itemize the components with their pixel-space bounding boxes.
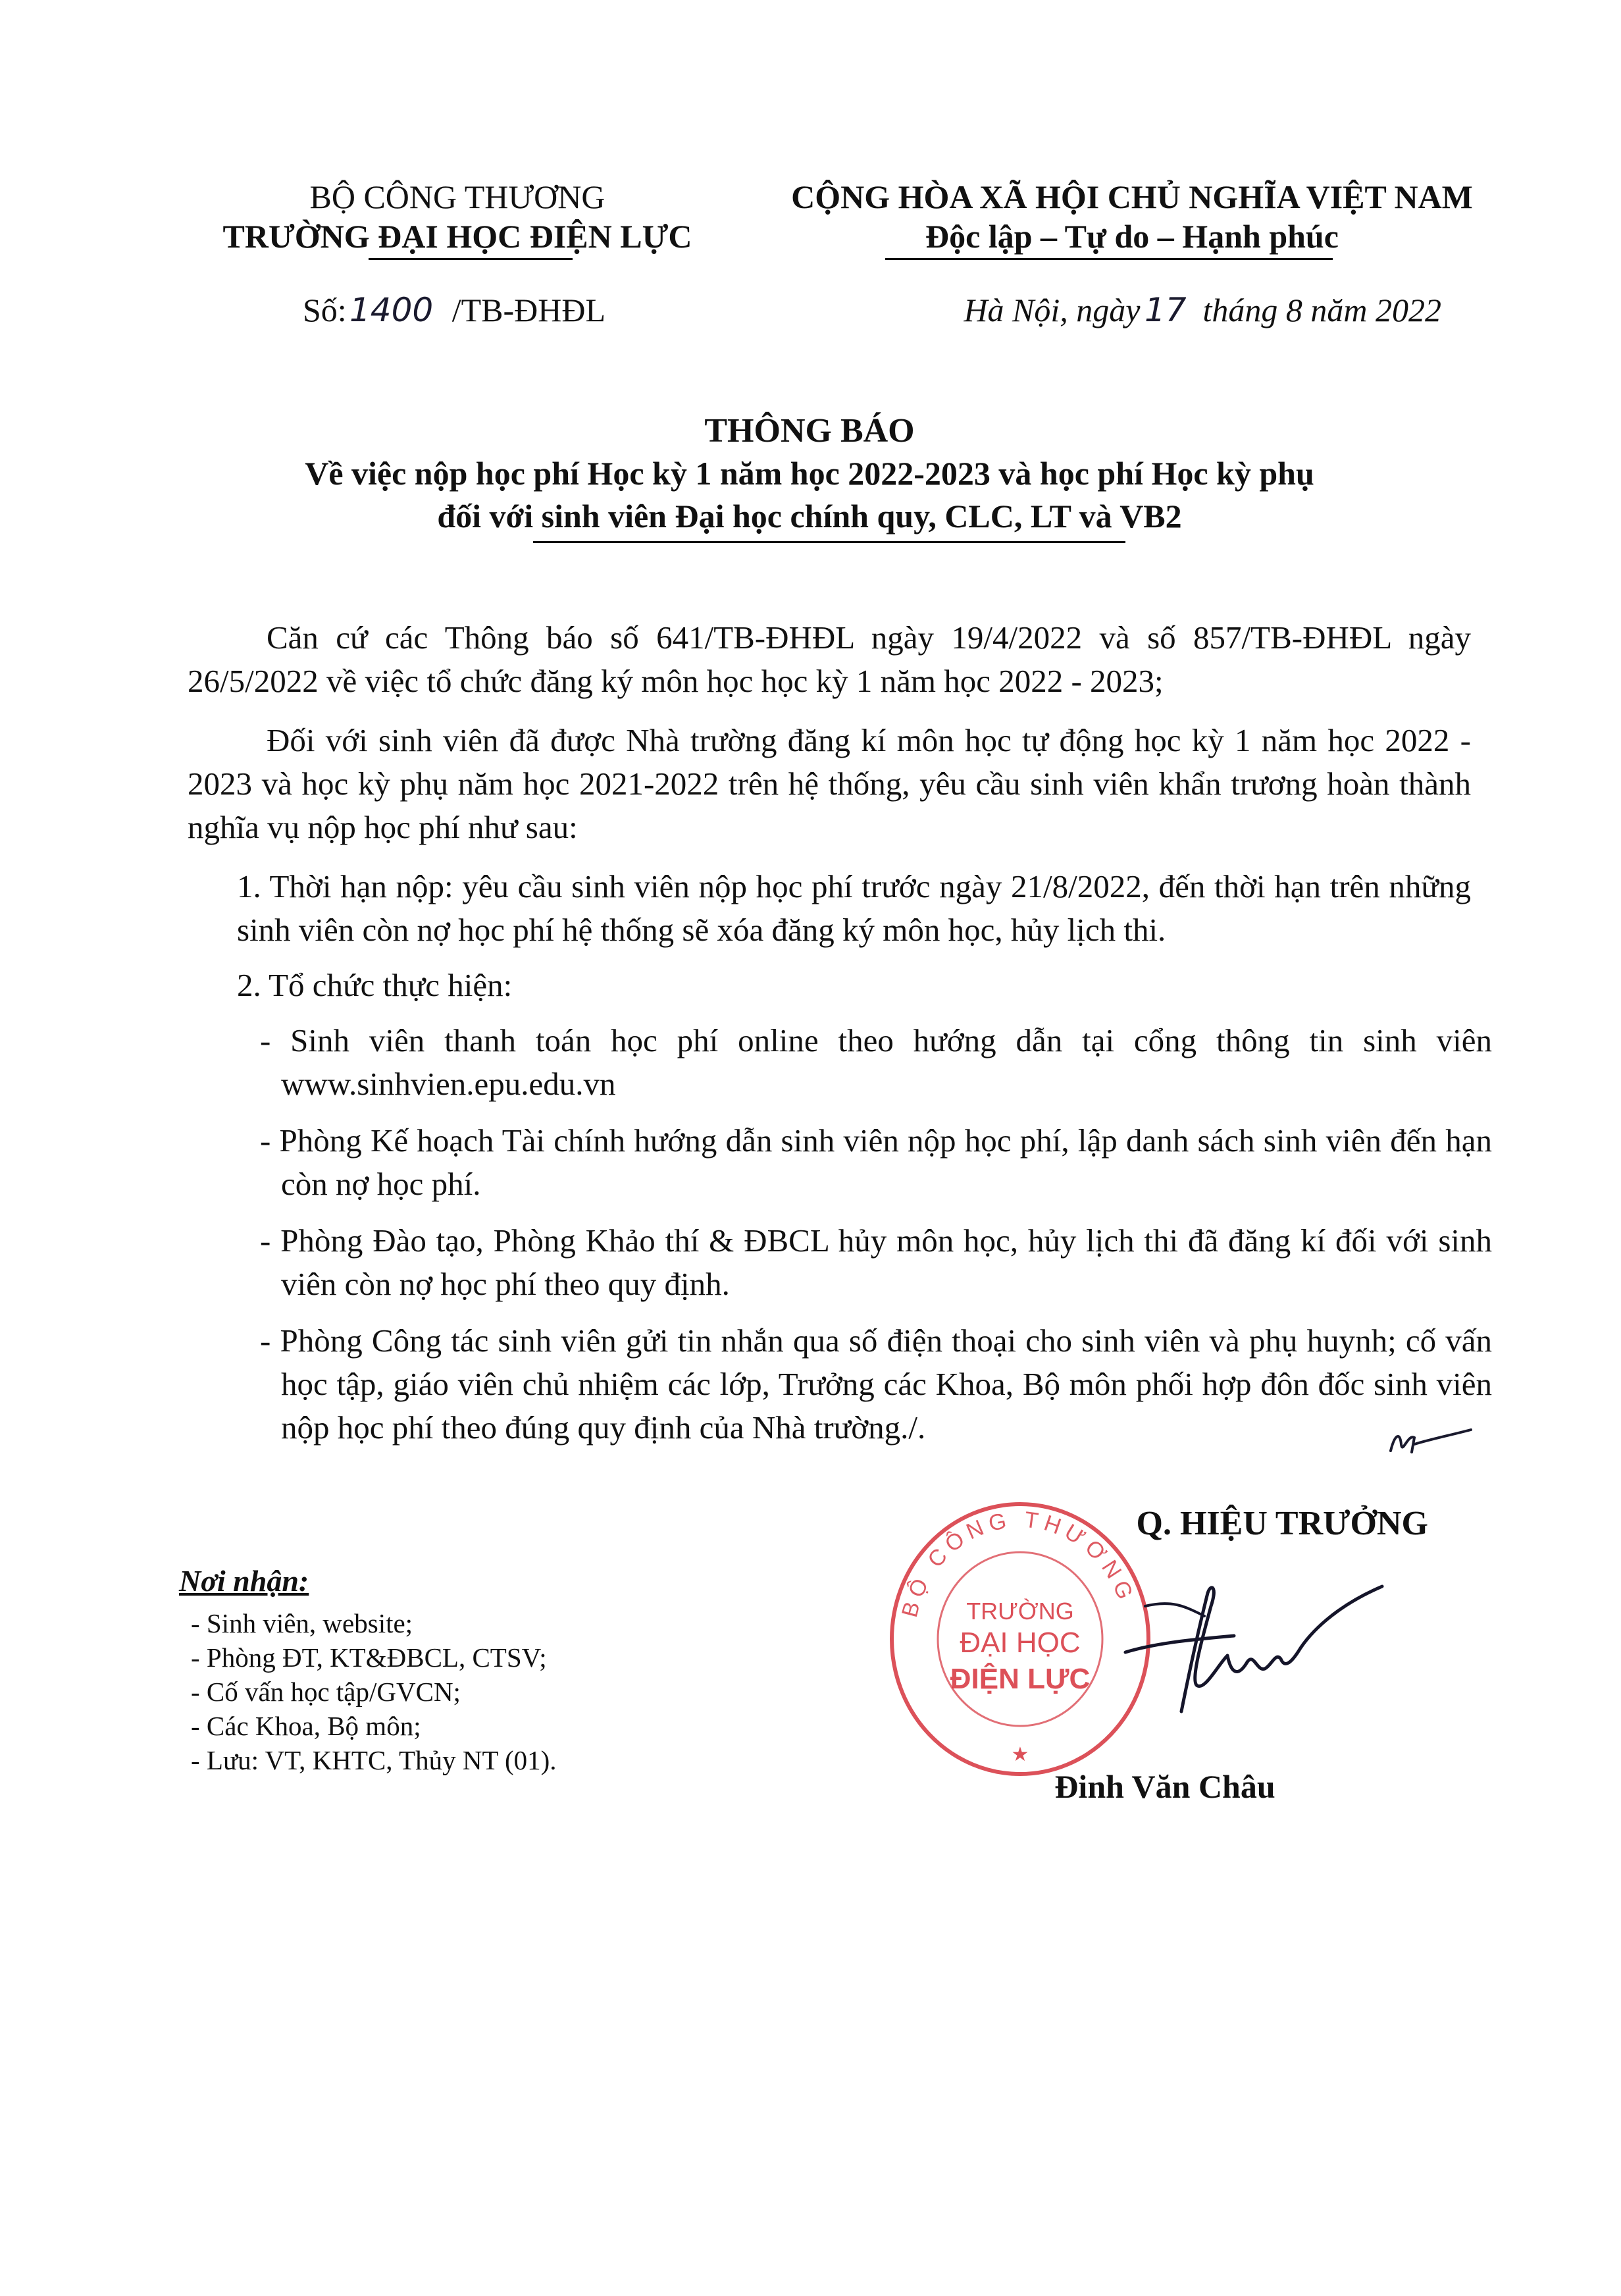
university-underline: [369, 258, 573, 260]
document-subtitle-line1: Về việc nộp học phí Học kỳ 1 năm học 2022-2023 và học phí Học kỳ phụ: [305, 455, 1314, 492]
recipient-item: - Lưu: VT, KHTC, Thủy NT (01).: [191, 1745, 557, 1775]
handwritten-number: [347, 290, 452, 329]
svg-text:ĐẠI HỌC: ĐẠI HỌC: [960, 1627, 1081, 1659]
recipient-item: - Cố vấn học tập/GVCN;: [191, 1677, 461, 1707]
ministry-name: BỘ CÔNG THƯƠNG: [309, 178, 605, 215]
recipient-item: - Sinh viên, website;: [191, 1608, 413, 1638]
item-implementation: 2. Tổ chức thực hiện:: [237, 967, 513, 1003]
paragraph-legal-basis: Căn cứ các Thông báo số 641/TB-ĐHĐL ngày 19/4/2022 và số 857/TB-ĐHĐL ngày 26/5/2022 về việc tổ chức đăng ký môn học học kỳ 1 năm học 2022 - 2023;: [188, 619, 1471, 699]
issue-date: [744, 290, 1441, 329]
bullet-finance-office: - Phòng Kế hoạch Tài chính hướng dẫn sinh viên nộp học phí, lập danh sách sinh viên đến hạn còn nợ học phí.: [260, 1122, 1492, 1202]
svg-text:TRƯỜNG: TRƯỜNG: [966, 1598, 1074, 1625]
university-name: TRƯỜNG ĐẠI HỌC ĐIỆN LỰC: [222, 218, 692, 255]
official-seal: [882, 1494, 1158, 1784]
recipients-title: [179, 1563, 309, 1598]
handwritten-day-text: 17: [1144, 291, 1187, 329]
document-number-suffix: /TB-ĐHĐL: [451, 292, 606, 328]
republic-name: CỘNG HÒA XÃ HỘI CHỦ NGHĨA VIỆT NAM: [791, 178, 1473, 215]
bullet-training-office: - Phòng Đào tạo, Phòng Khảo thí & ĐBCL hủy môn học, hủy lịch thi đã đăng kí đối với sinh viên còn nợ học phí theo quy định.: [260, 1222, 1492, 1302]
handwritten-day: [1141, 290, 1203, 329]
bullet-student-affairs: - Phòng Công tác sinh viên gửi tin nhắn qua số điện thoại cho sinh viên và phụ huynh; cố vấn học tập, giáo viên chủ nhiệm các lớp, Trưởng các Khoa, Bộ môn phối hợp đôn đốc sinh viên nộp học phí theo đúng quy định của Nhà trường./.: [260, 1322, 1492, 1446]
document-number-prefix: Số:: [303, 292, 347, 328]
national-motto: Độc lập – Tự do – Hạnh phúc: [925, 218, 1339, 255]
initials-mark: [1385, 1422, 1478, 1461]
handwritten-number-text: 1400: [349, 291, 433, 329]
document-number: [303, 290, 605, 329]
paragraph-requirement: Đối với sinh viên đã được Nhà trường đăng kí môn học tự động học kỳ 1 năm học 2022 - 2023 và học kỳ phụ năm học 2021-2022 trên hệ thống, yêu cầu sinh viên khẩn trương hoàn thành nghĩa vụ nộp học phí như sau:: [188, 722, 1471, 845]
recipient-item: - Phòng ĐT, KT&ĐBCL, CTSV;: [191, 1642, 547, 1673]
svg-text:ĐIỆN LỰC: ĐIỆN LỰC: [950, 1663, 1091, 1695]
date-suffix: tháng 8 năm 2022: [1202, 292, 1441, 328]
date-prefix: Hà Nội, ngày: [964, 292, 1141, 328]
signer-title: Q. HIỆU TRƯỞNG: [1136, 1505, 1428, 1542]
recipients-title-text: Nơi nhận:: [179, 1564, 309, 1598]
subtitle-underline: [533, 541, 1125, 543]
svg-text:BỘ CÔNG THƯƠNG: BỘ CÔNG THƯƠNG: [897, 1507, 1140, 1620]
document-subtitle-line2: đối với sinh viên Đại học chính quy, CLC, LT và VB2: [437, 498, 1182, 535]
document-title: THÔNG BÁO: [704, 412, 915, 450]
handwritten-signature: [1119, 1580, 1395, 1731]
motto-underline: [885, 258, 1333, 260]
recipient-item: - Các Khoa, Bộ môn;: [191, 1711, 421, 1741]
bullet-online-payment: - Sinh viên thanh toán học phí online theo hướng dẫn tại cổng thông tin sinh viên www.sinhvien.epu.edu.vn: [260, 1022, 1492, 1102]
svg-text:★: ★: [1011, 1744, 1029, 1765]
signer-name: Đinh Văn Châu: [1054, 1768, 1275, 1805]
item-deadline: 1. Thời hạn nộp: yêu cầu sinh viên nộp học phí trước ngày 21/8/2022, đến thời hạn trên những sinh viên còn nợ học phí hệ thống sẽ xóa đăng ký môn học, hủy lịch thi.: [237, 868, 1471, 948]
